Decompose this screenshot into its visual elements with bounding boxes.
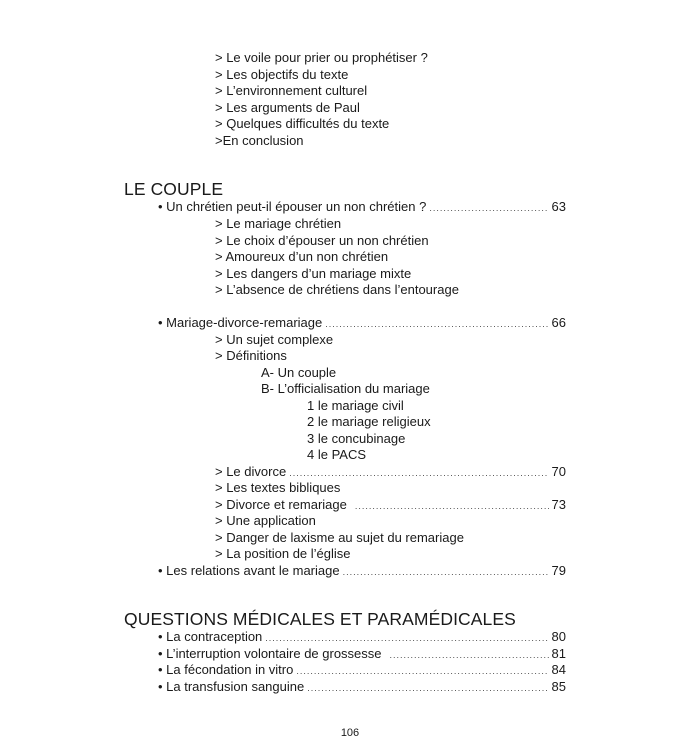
toc-entry-title: • La transfusion sanguine [158, 678, 305, 694]
dot-leader [265, 630, 548, 646]
toc-entry[interactable] [158, 315, 566, 332]
toc-subitem: 2 le mariage religieux [307, 414, 431, 429]
toc-subitem: > La position de l’église [215, 546, 351, 561]
toc-entry-page: 81 [551, 645, 566, 661]
toc-entry[interactable] [158, 679, 566, 696]
toc-subitem: > Le voile pour prier ou prophétiser ? [215, 50, 428, 65]
toc-subitem: > Les dangers d’un mariage mixte [215, 265, 412, 281]
dot-leader [429, 200, 548, 216]
toc-subitem: > L’absence de chrétiens dans l’entourage [215, 282, 459, 297]
toc-entry-page: 85 [551, 678, 566, 694]
toc-entry-page: 70 [551, 463, 566, 479]
toc-entry-title: • Mariage-divorce-remariage [158, 315, 323, 330]
toc-entry-page: 84 [551, 662, 566, 677]
toc-entry-title: > Divorce et remariage [215, 496, 347, 512]
toc-entry[interactable] [158, 646, 566, 663]
toc-entry-page: 79 [551, 562, 566, 578]
toc-subitem: > Amoureux d’un non chrétien [215, 249, 389, 264]
toc-subitem: > Définitions [215, 348, 287, 363]
toc-subitem: 1 le mariage civil [307, 397, 404, 413]
toc-entry-page: 73 [551, 496, 566, 512]
toc-subitem: > Les objectifs du texte [215, 66, 349, 82]
section-heading-medical: QUESTIONS MÉDICALES ET PARAMÉDICALES [124, 609, 516, 629]
toc-entry[interactable] [158, 662, 566, 679]
dot-leader [390, 647, 549, 663]
toc-subitem: 4 le PACS [307, 447, 367, 462]
toc-entry[interactable] [158, 199, 566, 216]
toc-subitem: > Un sujet complexe [215, 331, 334, 347]
section-heading-couple: LE COUPLE [124, 179, 224, 199]
toc-entry-page: 80 [551, 629, 566, 644]
toc-entry-title: > Le divorce [215, 463, 287, 479]
dot-leader [289, 465, 548, 481]
toc-entry-page: 66 [551, 315, 566, 330]
toc-subitem: 3 le concubinage [307, 430, 406, 446]
toc-subitem: B- L’officialisation du mariage [261, 381, 430, 396]
toc-entry-title: • Les relations avant le mariage [158, 562, 340, 578]
dot-leader [325, 316, 548, 332]
toc-subitem: > L’environnement culturel [215, 83, 368, 98]
toc-subitem: > Les textes bibliques [215, 480, 341, 495]
toc-entry-title: • La contraception [158, 629, 263, 644]
toc-subitem: A- Un couple [261, 364, 337, 380]
toc-subitem: > Les arguments de Paul [215, 99, 360, 115]
dot-leader [343, 564, 549, 580]
toc-entry-title: • La fécondation in vitro [158, 662, 294, 677]
toc-subitem: >En conclusion [215, 132, 304, 148]
page-number: 106 [340, 727, 360, 739]
toc-subitem: > Le choix d’épouser un non chrétien [215, 232, 429, 248]
toc-entry[interactable] [215, 497, 566, 514]
toc-subitem: > Le mariage chrétien [215, 216, 342, 231]
dot-leader [355, 498, 549, 514]
toc-subitem: > Une application [215, 513, 316, 528]
toc-entry-title: • Un chrétien peut-il épouser un non chrétien ? [158, 199, 427, 214]
toc-entry-page: 63 [551, 199, 566, 214]
toc-entry-title: • L’interruption volontaire de grossesse [158, 645, 382, 661]
toc-entry[interactable] [215, 464, 566, 481]
dot-leader [296, 663, 548, 679]
toc-subitem: > Quelques difficultés du texte [215, 116, 390, 131]
toc-subitem: > Danger de laxisme au sujet du remariage [215, 529, 464, 545]
toc-entry[interactable] [158, 629, 566, 646]
dot-leader [307, 680, 548, 696]
toc-entry[interactable] [158, 563, 566, 580]
